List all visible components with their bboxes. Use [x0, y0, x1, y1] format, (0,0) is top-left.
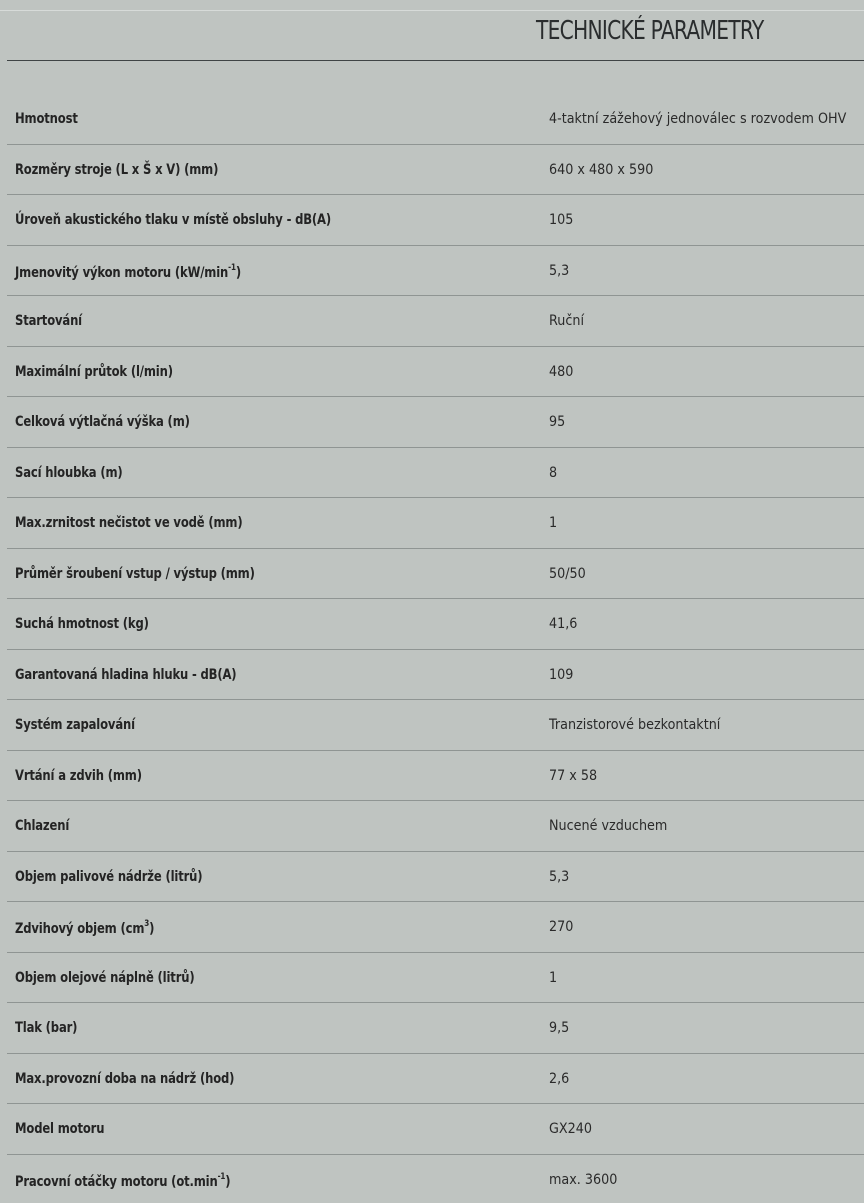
table-row: [7, 296, 864, 347]
row-value: 9,5: [549, 1020, 570, 1036]
row-value: 640 x 480 x 590: [549, 161, 654, 178]
row-label: [15, 162, 218, 178]
row-label: [15, 414, 190, 430]
row-value: 1: [549, 515, 558, 531]
row-label-superscript: -1: [228, 262, 236, 273]
row-label-text: Celková výtlačná výška (m): [15, 414, 190, 430]
row-label: [15, 364, 173, 380]
row-value: 1: [549, 969, 558, 986]
row-label: [15, 313, 82, 329]
table-row: [7, 1155, 864, 1203]
table-row: [7, 498, 864, 549]
section-title: TECHNICKÉ PARAMETRY: [536, 16, 764, 46]
row-label-text: Zdvihový objem (cm: [15, 921, 145, 937]
table-row: [7, 801, 864, 852]
row-label: [15, 1020, 77, 1036]
row-label-text: Maximální průtok (l/min): [15, 363, 173, 380]
row-value: 95: [549, 414, 566, 430]
row-label-text: Úroveň akustického tlaku v místě obsluhy - dB(A): [15, 212, 332, 228]
row-label-text: Model motoru: [15, 1121, 105, 1137]
table-row: [7, 397, 864, 448]
table-row: [7, 751, 864, 802]
row-label: [15, 616, 149, 632]
row-label-text: Systém zapalování: [15, 717, 135, 733]
row-label-superscript: 3: [144, 919, 150, 929]
table-row: [7, 1104, 864, 1155]
row-label: [15, 515, 243, 531]
row-label-text: Hmotnost: [15, 111, 78, 127]
row-value: Tranzistorové bezkontaktní: [549, 717, 721, 733]
row-label: [15, 768, 142, 784]
row-value: 480: [549, 363, 574, 380]
row-label: [15, 1172, 230, 1190]
table-row: [7, 1054, 864, 1105]
row-label-suffix: ): [235, 264, 241, 281]
row-label-text: Garantovaná hladina hluku - dB(A): [15, 666, 237, 683]
row-label: [15, 566, 255, 582]
row-value: 50/50: [549, 565, 586, 582]
row-label: [15, 263, 241, 281]
row-value: 2,6: [549, 1070, 570, 1087]
row-label-suffix: ): [149, 921, 155, 937]
table-row: [7, 700, 864, 751]
row-label-text: Sací hloubka (m): [15, 464, 123, 481]
table-row: [7, 1003, 864, 1054]
row-label-text: Startování: [15, 313, 82, 329]
row-label: [15, 717, 135, 733]
row-value: 77 x 58: [549, 767, 598, 784]
table-row: [7, 145, 864, 196]
table-row: [7, 650, 864, 701]
row-value: 105: [549, 212, 574, 228]
table-row: [7, 195, 864, 246]
top-divider: [0, 10, 864, 11]
row-label-text: Objem palivové nádrže (litrů): [15, 868, 203, 885]
row-value: 5,3: [549, 868, 570, 885]
row-label-text: Max.provozní doba na nádrž (hod): [15, 1070, 235, 1087]
table-row: [7, 448, 864, 499]
table-row: [7, 852, 864, 903]
row-label: [15, 212, 331, 228]
row-label: [15, 1121, 104, 1137]
row-label-text: Pracovní otáčky motoru (ot.min: [15, 1173, 218, 1190]
table-row: [7, 953, 864, 1004]
row-label: [15, 465, 123, 481]
spec-table: [7, 94, 864, 1203]
row-label: [15, 869, 202, 885]
row-label-text: Rozměry stroje (L x Š x V) (mm): [15, 161, 219, 178]
row-label: [15, 919, 154, 937]
row-label-text: Suchá hmotnost (kg): [15, 616, 149, 632]
row-label-text: Max.zrnitost nečistot ve vodě (mm): [15, 515, 243, 531]
row-value: 4-taktní zážehový jednoválec s rozvodem OHV: [549, 111, 847, 127]
table-row: [7, 902, 864, 953]
row-value: Nucené vzduchem: [549, 818, 668, 834]
table-row: [7, 94, 864, 145]
row-label: [15, 111, 78, 127]
table-row: [7, 549, 864, 600]
row-value: Ruční: [549, 313, 585, 329]
row-label-text: Vrtání a zdvih (mm): [15, 767, 142, 784]
row-label-text: Jmenovitý výkon motoru (kW/min: [15, 264, 229, 281]
row-label-text: Průměr šroubení vstup / výstup (mm): [15, 565, 255, 582]
row-label-text: Objem olejové náplně (litrů): [15, 969, 195, 986]
row-value: 5,3: [549, 262, 570, 279]
table-row: [7, 246, 864, 297]
row-label-superscript: -1: [217, 1171, 226, 1182]
row-label-suffix: ): [225, 1173, 231, 1190]
row-value: 41,6: [549, 616, 578, 632]
table-row: [7, 599, 864, 650]
row-label: [15, 970, 195, 986]
row-label: [15, 1071, 234, 1087]
row-label-text: Tlak (bar): [15, 1020, 78, 1036]
row-label-text: Chlazení: [15, 818, 70, 834]
row-value: 270: [549, 919, 574, 935]
title-divider: [7, 60, 864, 61]
row-label: [15, 818, 69, 834]
row-label: [15, 667, 236, 683]
row-value: GX240: [549, 1121, 592, 1137]
row-value: 8: [549, 464, 558, 481]
table-row: [7, 347, 864, 398]
row-value: max. 3600: [549, 1171, 618, 1188]
row-value: 109: [549, 666, 574, 683]
